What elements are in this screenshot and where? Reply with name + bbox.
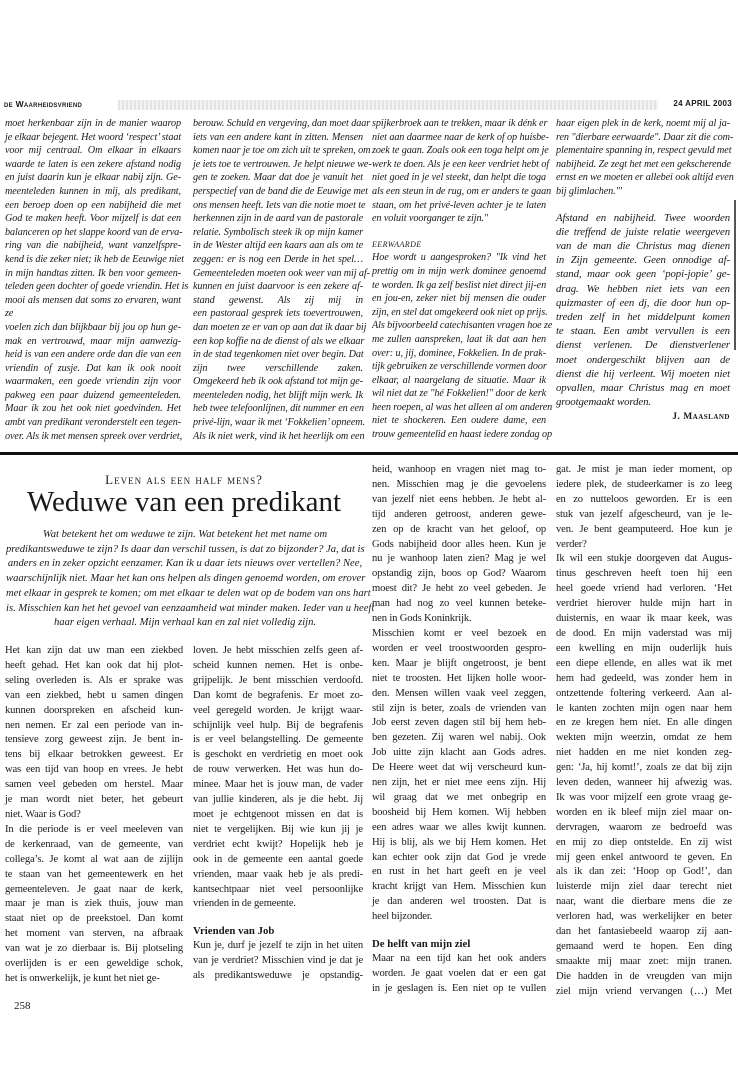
paragraph (372, 463, 546, 627)
text-line: nen. Misschien mag je die gevoelens (372, 478, 546, 490)
text-line: luisterde mijn ziel daar terecht niet (556, 881, 732, 893)
text-line: meenteleden kunnen in mij, als predikant, (5, 185, 181, 197)
text-line: niet te shockeren. Een oudere dame, een (372, 415, 546, 427)
text-line: het is onwerkelijk, je kunt het niet ge- (5, 972, 160, 984)
text-line: niet te vergelijken. Bij wie kun jij je (193, 823, 363, 835)
text-line: Omgekeerd heb ik ook afstand tot mijn ge- (193, 376, 363, 388)
paragraph (556, 211, 730, 410)
text-line: kunnen en juist daarvoor is een zekere af- (193, 281, 363, 293)
text-line: Als bijvoorbeeld catechisanten vragen hoe ze (372, 320, 553, 332)
text-line: vriendin of zusje. Dat kan ik ook nooit (5, 362, 181, 374)
text-line: moest dit? Je hebt zo veel gebeden. Je (372, 583, 546, 595)
text-line: vrienden, maar vaak heb je als predi- (193, 868, 363, 880)
intro-line: waarschijnlijk niet. Maar het kan ons helpen als dingen genoemd worden, om erover (6, 573, 366, 585)
text-line: het moment van sterven, na afbraak (5, 928, 183, 940)
text-line: van jezelf niet eens hebben. Je hebt al- (372, 493, 546, 505)
running-header (0, 98, 738, 112)
text-line: in de Wester altijd een kaars aan als om te (193, 240, 363, 252)
paragraph (372, 117, 552, 226)
text-line: een diepe ellende, en alles wat ik met (556, 657, 732, 669)
text-line: voelen zich dan blijkbaar bij jou op hun ge- (5, 321, 181, 333)
text-line: voor mij centraal. Om elkaar in elkaars (5, 145, 181, 157)
text-line: Gods nabijheid door alles heen. Kun je (372, 538, 546, 550)
text-line: stil zijn is beter, zoals de vrienden van (372, 702, 546, 714)
text-line: man had nog zo veel kunnen beteke- (372, 598, 546, 610)
article-kicker: Leven als een half mens? (105, 472, 263, 487)
text-line: die treffend de juiste relatie weergeven (556, 225, 730, 238)
paragraph (372, 251, 553, 441)
text-line: kan echter ook zijn dat God je vrede (372, 851, 546, 863)
text-line: ontzettende foltering verkeerd. Aan al- (556, 687, 732, 699)
text-line: in Zijn gemeente. Geen onnodige af- (556, 254, 730, 267)
text-line: zen op de kracht van het geloof, op (372, 523, 546, 535)
text-line: duisternis, en waar ik maar keek, was (556, 613, 732, 625)
text-line: ons mensen heeft. Iets van die notie moet te (193, 199, 366, 211)
text-line: niet aan daarmee naar de kerk of op huisbe- (372, 131, 549, 143)
text-line: pakweg een paar duizend gemeenteleden. (5, 389, 181, 401)
text-line: berouw. Schuld en vergeving, dan moet daar (193, 118, 371, 129)
text-line: verder? (556, 538, 587, 550)
article-column-1 (5, 644, 183, 987)
text-line: een pastoraal gesprek iets toevertrouwen, (193, 308, 363, 320)
article-column-2 (193, 644, 363, 984)
text-line: prettig om in mijn werk dominee genoemd (372, 265, 546, 277)
text-line: iets van een andere kant in zitten. Mensen (193, 131, 363, 143)
text-line: quizmaster of een dj, die door hun op- (556, 296, 730, 309)
text-line: zoek te gaan. Zoals ook een toga helpt om je (372, 145, 549, 157)
paragraph-gap (372, 226, 546, 238)
text-line: ren "dierbare eerwaarde". Daar zit die com- (556, 131, 734, 143)
text-line: schijnlijk veel hulp. Bij de begrafenis (193, 719, 363, 731)
text-line: van je verdriet? Misschien vind je dat je (193, 955, 363, 967)
top-column-3 (372, 117, 553, 442)
text-line: stand gewenst. Als zij mij in (193, 294, 363, 306)
text-line: kantsechtpaar niet veel persoonlijke (193, 883, 363, 895)
text-line: Ik was voor mijzelf een grote vraag ge- (556, 791, 732, 803)
text-line: veel geregeld worden. Je krijgt waar- (193, 704, 363, 716)
text-line: Afstand en nabijheid. Twee woorden (556, 211, 730, 224)
text-line: staat niet op de preekstoel. Dan komt (5, 913, 183, 925)
text-line: de kerkenraad, van de gemeente, van (5, 838, 183, 850)
text-line: nu je wanhoop laten zien? Mag je wel (372, 553, 546, 565)
text-line: mak en vertrouwd, maar mijn aanwezig- (5, 335, 181, 347)
text-line: ze (5, 308, 14, 320)
text-line: in de stad tegenkomen niet over begin. Dat (193, 349, 364, 361)
paragraph (193, 939, 363, 984)
text-line: grijpelijk. Je bent misschien verdoofd. (193, 674, 363, 686)
text-line: waarde te laten is een zekere afstand nodig (5, 158, 181, 170)
text-line: In die periode is er veel meeleven van (5, 823, 183, 835)
text-line: is geschokt en verdrietig en moet ook (193, 749, 363, 761)
paragraph (372, 952, 546, 997)
text-line: balanceren op het slappe koord van de erva- (5, 226, 183, 238)
text-line: grootgemaakt worden. (556, 396, 651, 409)
text-line: niet te troosten. Het lijken holle woor- (372, 672, 546, 684)
text-line: De Heere weet dat wij verscheurd kun- (372, 762, 546, 774)
text-line: leven deden, wanneer hij afwezig was. (556, 777, 732, 789)
text-line: Job uitte zijn klacht aan Gods adres. (372, 747, 546, 759)
text-line: heeft gehad. Het kan ook dat hij plot- (5, 659, 183, 671)
text-line: en juist daarin kun je elkaar nabij zijn. Ge- (5, 172, 181, 184)
paragraph (5, 823, 183, 987)
text-line: staan, om het privé-leven achter je te laten (372, 199, 546, 211)
paragraph (5, 644, 183, 823)
text-line: perspectief van de band die de Eeuwige met (193, 185, 368, 197)
intro-line: haar eigen verhaal. Mijn verhaal kan en zal niet volledig zijn. (53, 617, 317, 629)
text-line: en jou-en, zeker niet bij mensen die ouder (372, 293, 546, 305)
text-line: moet ondergeschikt blijven aan de (556, 353, 730, 366)
text-line: privé-lijn, waar ik met ‘Fokkelien’ opneem. (193, 417, 365, 429)
text-line: dienst die hij verleent. Wij moeten niet (556, 367, 730, 380)
text-line: nabijheid. Ze zegt het met een gekscherende (556, 158, 731, 170)
intro-line: Wat betekent het om weduwe te zijn. Wat betekent het met name om (42, 529, 328, 540)
text-line: Maar na een tijd kan het ook anders (372, 953, 546, 964)
paragraph (193, 644, 363, 912)
text-line: opstandig zijn, boos op God? Waarom (372, 568, 546, 580)
section-heading: Vrienden van Job (193, 925, 275, 938)
text-line: van een ziekbed, hebt u samen dingen (5, 689, 183, 701)
text-line: zijn twee verschillende zaken. (193, 362, 363, 374)
text-line: spijkerbroek aan te trekken, maar ik dénk er (372, 118, 548, 129)
text-line: collega’s. Je komt al wat aan de zijlijn (5, 853, 183, 865)
text-line: scheid kunnen nemen. Het is onbe- (193, 659, 363, 671)
text-line: dan moeten ze er van op aan dat ik daar bij (193, 321, 367, 333)
text-line: seling overleden is. Als er sprake was (5, 674, 183, 686)
top-column-2 (193, 117, 372, 443)
intro-line: is. Misschien kan het het gevoel van eenzaamheid wat minder maken. Ieder van u heeft (6, 602, 375, 614)
text-line: verloren had, was werkelijker en beter (556, 911, 732, 923)
text-line: niet hadden en me niet konden zeg- (556, 747, 732, 759)
text-line: een beroep doen op een nabijheid die met (5, 199, 181, 211)
text-line: trouw gemeentelid en haast iedere zondag op (372, 429, 552, 441)
scan-artifact-line (734, 200, 736, 350)
text-line: tinus geschreven heeft toen hij een (556, 568, 732, 580)
text-line: bij glimlachen."' (556, 185, 622, 197)
section-subheading: EERWAARDE (372, 239, 422, 249)
text-line: relatie. Symbolisch steek ik op mijn kamer (193, 226, 363, 238)
text-line: ven. Je bent geamputeerd. Hoe kun je (556, 523, 732, 535)
text-line: niet goed in je vel steekt, dan helpt die toga (372, 172, 546, 184)
text-line: minee. Maar het is jouw man, de vader (193, 779, 363, 791)
text-line: me zullen aanspreken, laat ik dat aan hen (372, 333, 546, 345)
text-line: als ik dan zei: ‘Hoop op God!’, dan (556, 866, 732, 878)
paragraph-gap (372, 925, 546, 937)
intro-line: anders en in zeker opzicht eenzamer. Kan ik u daar iets nieuws over vertellen? Nee, (7, 558, 363, 570)
text-line: drag. We hebben niet iets van een (556, 282, 730, 295)
text-line: vrienden in de gemeente. (193, 898, 296, 910)
intro-line: predikantsweduwe te zijn? Is daar dan verschil tussen, is dat zo bijzonder? Ja, dat is (6, 543, 365, 555)
text-line: Kun je, durf je jezelf te zijn in het uiten (193, 940, 363, 952)
text-line: plementaire spanning in, respect gevuld met (556, 145, 732, 157)
top-column-1 (5, 117, 189, 443)
text-line: tens bij elkaar betrokken geweest. Er (5, 749, 183, 761)
text-line: opvallen, maar Christus mag en moet (556, 382, 730, 394)
text-line: haar eigen plek in de kerk, noemt mij al ja- (556, 118, 730, 129)
text-line: in mijn handtas zitten. Ik ben voor gemeen- (5, 267, 181, 279)
text-line: de rouw verwerken. Het was hun do- (193, 764, 363, 776)
article-intro (6, 528, 375, 631)
text-line: iedere plek, de studeerkamer is zo leeg (556, 478, 732, 490)
text-line: loven. Je hebt misschien zelfs geen af- (193, 645, 363, 656)
text-line: en zo nutteloos geworden. Er is een (556, 493, 732, 505)
text-line: je dan anderen wel troosten. Dat is (372, 896, 546, 908)
text-line: van jullie kinderen, als je die hebt. Jij (193, 794, 363, 806)
text-line: meenteleden nodig, het blijft mijn werk. Ik (193, 389, 363, 401)
text-line: wekten mijn weerzin, omdat ze hem (556, 732, 732, 744)
text-line: zeggen: er is nog een Derde in het spel… (193, 253, 363, 265)
text-line: tensieve zorg geweest zijn. Je bent in- (5, 734, 183, 746)
text-line: moet herkenbaar zijn in de manier waarop (5, 118, 181, 129)
paragraph (556, 552, 732, 999)
text-line: waarmaken, een goede vriendin zijn voor (5, 376, 181, 388)
text-line: Job eerst zeven dagen stil bij hem heb- (372, 717, 546, 729)
text-line: Die hadden in de vreugden van mijn (556, 970, 732, 982)
text-line: in je geslagen is. Een niet op te vullen (372, 982, 546, 994)
text-line: en mij zo diep ontstelde. En zij wist (556, 836, 732, 848)
section-divider (0, 452, 738, 455)
text-line: stand, maar ook geen ‘popi-jopie’ ge- (556, 268, 730, 281)
text-line: zijn, en stel dat omgekeerd ook niet op prijs. (372, 306, 548, 318)
text-line: dienst verlenen. De dienstverlener (556, 339, 730, 352)
text-line: worden er veel troostwoorden gespro- (372, 642, 546, 654)
top-column-4 (556, 117, 734, 425)
text-line: treden zelf in het middelpunt komen (556, 310, 730, 323)
text-line: gen: ‘Ja, hij komt!’, zoals ze dat bij zijn (556, 762, 732, 774)
text-line: is er veel belangstelling. De gemeente (193, 734, 363, 746)
text-line: nen nemen. Er zal een periode van in- (5, 719, 183, 731)
text-line: over: u, jij, dominee, Fokkelien. In de prak- (372, 347, 546, 359)
text-line: van wat je zo dierbaar is. Bij plotseling (5, 943, 183, 955)
text-line: en rust in het hart geeft en je veel (372, 866, 546, 878)
text-line: dervragen, waarom ze bedroefd was (556, 821, 732, 833)
text-line: tijd anderen getroost, anderen gewe- (372, 508, 546, 520)
text-line: als een steun in de rug, om er anders te gaan (372, 185, 552, 197)
text-line: en ze kregen hem niet. En alle dingen (556, 717, 732, 729)
article-column-3 (372, 463, 546, 997)
text-line: le kanten zochten mijn ogen naar hem (556, 702, 732, 714)
text-line: heid, wanhoop en vragen niet mag to- (372, 464, 546, 475)
text-line: Ik wil een stukje doorgeven dat Augus- (556, 553, 732, 565)
text-line: God te maken heeft. Voor mijzelf is dat een (5, 213, 181, 225)
text-line: Maar ik zou het ook niet goedvinden. Het (5, 403, 181, 415)
article-column-4 (556, 463, 732, 1000)
text-line: niet. Waar is God? (5, 808, 81, 820)
text-line: herkennen zijn in de aard van de pastorale (193, 213, 363, 225)
text-line: was een tijd van hoop en vrees. Je hebt (5, 764, 183, 776)
text-line: wil graag dat we met onbegrip en (372, 791, 546, 803)
text-line: ook in de gemeente een aantal goede (193, 853, 363, 865)
header-band (118, 100, 658, 110)
text-line: te staan. Een ambt vervullen is een (556, 325, 730, 338)
text-line: een kwelling en mijn ouderlijk huis (556, 642, 732, 654)
page-number: 258 (14, 1000, 31, 1012)
text-line: een kop koffie na de dienst of als we elkaar (193, 335, 365, 347)
paragraph (372, 627, 546, 925)
text-line: maar je man is ziek thuis, jouw man (5, 898, 183, 910)
text-line: heel goede vriend had verloren. ‘Het (556, 583, 732, 595)
text-line: ambt van predikant veronderstelt een tegen- (5, 417, 181, 429)
text-line: kend is die zeker niet; ik heb de Eeuwige niet (5, 253, 184, 265)
text-line: Het kan zijn dat uw man een ziekbed (5, 645, 183, 656)
text-line: van de man die Christus mag dienen (556, 239, 730, 252)
text-line: gemaand werd te hopen. Een ding (556, 941, 732, 952)
author-byline: J. Maasland (672, 412, 730, 423)
text-line: overlijden is er een geweldige schok, (5, 958, 183, 970)
paragraph (5, 117, 189, 443)
text-line: over. Als ik met mensen spreek over verdriet, (5, 430, 183, 442)
section-heading: De helft van mijn ziel (372, 938, 471, 951)
text-line: heid is van een andere orde dan die van een (5, 349, 181, 361)
text-line: een adres waar we alles kwijt kunnen. (372, 821, 546, 833)
text-line: tijk gebruiken ze verschillende vormen door (372, 361, 547, 373)
text-line: te worden. Ik ga zelf beslist niet direct jij-en (372, 279, 547, 291)
text-line: ben gezeten. Zij waren wel nabij. Ook (372, 732, 546, 744)
text-line: nen in Gods Koninkrijk. (372, 613, 472, 625)
text-line: kunnen doorspreken en afscheid kun- (5, 704, 183, 716)
text-line: nen zijn, het er niet mee eens zijn. Hij (372, 777, 546, 789)
text-line: je iets toe te vertrouwen. Je helpt nieuwe we- (193, 158, 372, 170)
text-line: hem had gedeeld, was zonder hem in (556, 672, 732, 684)
text-line: Dan komt de begrafenis. Er moet zo- (193, 689, 363, 701)
text-line: den. Mensen willen vaak veel zeggen, (372, 687, 546, 699)
text-line: ernst en we moeten er allebei ook altijd even (556, 172, 734, 184)
text-line: werk te doen. Als je een keer verdriet hebt of (372, 158, 550, 170)
text-line: wil niet dat ze "hé Fokkelien!" door de kerk (372, 388, 546, 400)
text-line: Als ik niet werk, vind ik het heerlijk om een (193, 430, 365, 442)
text-line: te staan van het gemeentewerk en het (5, 868, 183, 880)
text-line: mooi als mensen dat soms zo ervaren, want (5, 294, 181, 306)
text-line: en voluit voorganger te zijn." (372, 213, 489, 225)
text-line: worden. Je gaat voelen dat er een gat (372, 967, 546, 979)
paragraph (556, 117, 734, 199)
text-line: elkaar, al naargelang de situatie. Maar ik (372, 374, 546, 386)
text-line: Hoe wordt u aangesproken? "Ik vind het (372, 252, 546, 264)
text-line: Gemeenteleden moeten ook weer van mij af- (193, 267, 370, 279)
text-line: teleden geen dochter of goede vriendin. Het is (5, 281, 189, 293)
text-line: stuk van jezelf afgescheurd, van je le- (556, 508, 732, 520)
text-line: dan het fantasiebeeld waarop zij aan- (556, 926, 732, 938)
text-line: heb twee telefoonlijnen, dit nummer en een (193, 403, 364, 415)
text-line: heen roepen, al was het alleen al om anderen (372, 401, 553, 413)
article-title: Weduwe van een predikant (26, 486, 342, 518)
text-line: gemeenteleven. Je gaat naar de kerk, (5, 883, 183, 895)
paragraph (193, 117, 372, 443)
text-line: samen veel gebeden om herstel. Maar (5, 779, 183, 791)
text-line: kracht krijgt van Hem. Misschien kun (372, 881, 546, 893)
publication-name: de Waarheidsvriend (4, 99, 83, 109)
text-line: mij geen enkel antwoord te geven. En (556, 851, 732, 863)
text-line: de dood. En mijn vaderstad was mij (556, 627, 732, 639)
text-line: gen te zoeken. Maar dat doe je vanuit het (193, 172, 363, 184)
text-line: worden en ik bleef mijn ziel maar on- (556, 806, 732, 818)
issue-date: 24 APRIL 2003 (673, 99, 732, 108)
paragraph (556, 463, 732, 552)
text-line: ken. Maar je blijft ongetroost, je bent (372, 657, 546, 669)
text-line: naar, want die dierbare mens die ze (556, 896, 732, 908)
paragraph-gap (193, 912, 363, 924)
text-line: als predikantsweduwe je opstandig- (193, 970, 363, 982)
paragraph-gap (556, 199, 730, 211)
text-line: smaakte mij maar zoet: mijn tranen. (556, 955, 732, 967)
text-line: verdriet echt kwijt? Hopelijk heb je (193, 838, 363, 850)
text-line: Hij is blij, als we bij Hem komen. Het (372, 836, 546, 848)
text-line: ring van die nabijheid, want vanzelfspre- (5, 240, 181, 252)
text-line: Misschien komt er veel bezoek en (372, 627, 546, 639)
text-line: gat. Je mist je man ieder moment, op (556, 464, 732, 475)
text-line: je elkaar bejegent. Het woord ‘respect’ staat (5, 131, 182, 143)
text-line: heel bijzonder. (372, 911, 433, 923)
text-line: ziel mijn vriend vervangen (…) Met (556, 985, 732, 997)
text-line: komen naar je toe om zich uit te spreken, om (193, 145, 371, 157)
text-line: moet je echtgenoot missen en dat is (193, 808, 363, 820)
text-line: verdriet hierover hulde mijn hart in (556, 598, 732, 610)
text-line: je man wordt niet beter, het gebeurt (5, 794, 183, 806)
text-line: boosheid bij Hem komen. Wij hebben (372, 806, 546, 818)
intro-line: met elkaar in gesprek te komen; om met elkaar te delen wat op de bodem van ons hart (6, 587, 371, 599)
